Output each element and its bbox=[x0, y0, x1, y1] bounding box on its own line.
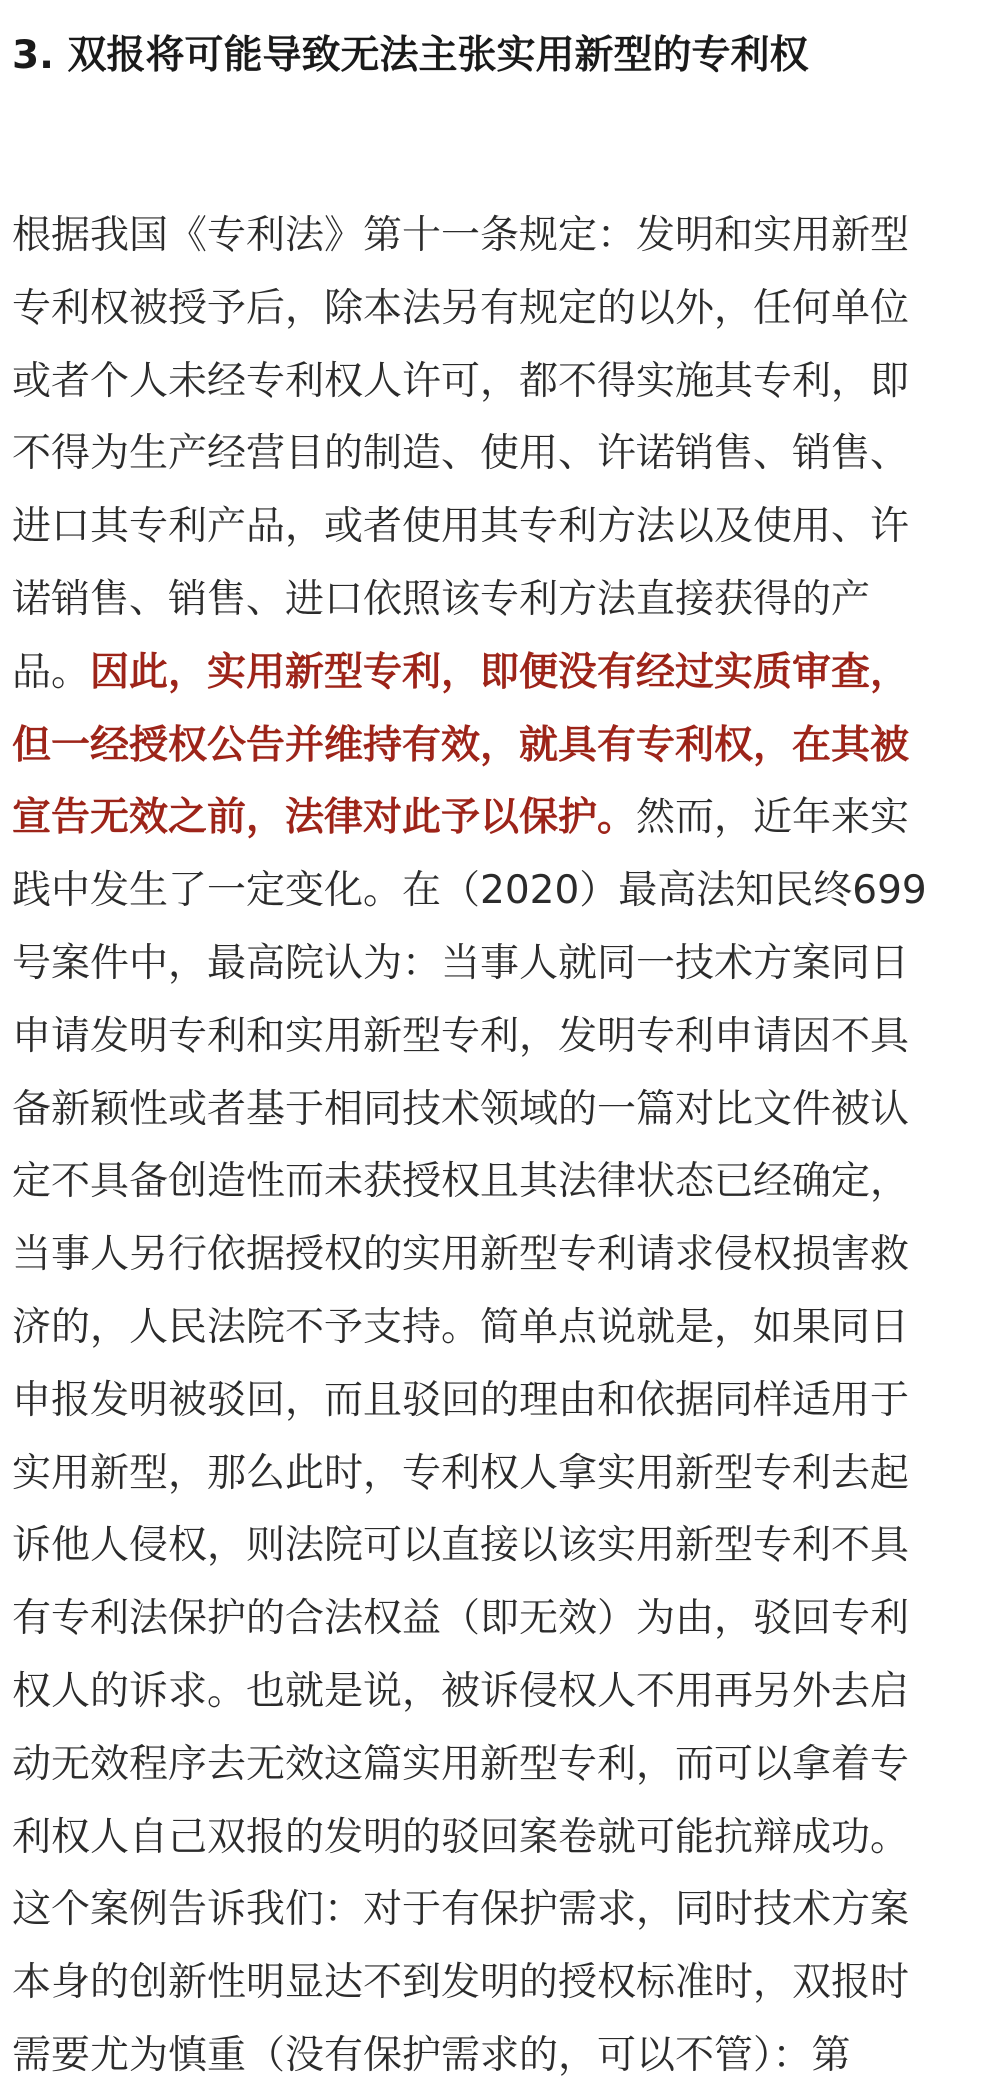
text-segment: 动无效程序去无效这篇实用新型专利，而可以拿着专 bbox=[12, 1741, 910, 1787]
paragraph-line bbox=[12, 1729, 982, 1802]
text-segment: 权人的诉求。也就是说，被诉侵权人不用再另外去启 bbox=[12, 1668, 910, 1714]
text-segment: 当事人另行依据授权的实用新型专利请求侵权损害救 bbox=[12, 1232, 910, 1278]
text-segment: 进口其专利产品，或者使用其专利方法以及使用、许 bbox=[12, 504, 910, 550]
highlighted-text: 宣告无效之前，法律对此予以保护。 bbox=[12, 795, 637, 841]
paragraph-line bbox=[12, 1874, 982, 1947]
text-segment: 备新颖性或者基于相同技术领域的一篇对比文件被认 bbox=[12, 1086, 910, 1132]
text-segment: 有专利法保护的合法权益（即无效）为由，驳回专利 bbox=[12, 1596, 910, 1642]
highlighted-text: 因此，实用新型专利，即便没有经过实质审查， bbox=[90, 649, 910, 695]
text-segment: 申报发明被驳回，而且驳回的理由和依据同样适用于 bbox=[12, 1377, 910, 1423]
highlighted-text: 但一经授权公告并维持有效，就具有专利权，在其被 bbox=[12, 722, 910, 768]
text-segment: 或者个人未经专利权人许可，都不得实施其专利，即 bbox=[12, 358, 910, 404]
paragraph-line bbox=[12, 1510, 982, 1583]
paragraph-line bbox=[12, 1292, 982, 1365]
paragraph-line bbox=[12, 1074, 982, 1147]
text-segment: 利权人自己双报的发明的驳回案卷就可能抗辩成功。 bbox=[12, 1814, 910, 1860]
paragraph-line bbox=[12, 1001, 982, 1074]
text-segment: 专利权被授予后，除本法另有规定的以外，任何单位 bbox=[12, 285, 910, 331]
text-segment: 定不具备创造性而未获授权且其法律状态已经确定， bbox=[12, 1159, 910, 1205]
paragraph-line bbox=[12, 200, 982, 273]
paragraph-line bbox=[12, 1146, 982, 1219]
paragraph-line bbox=[12, 855, 982, 928]
text-segment: 然而，近年来实 bbox=[636, 795, 910, 841]
text-segment: 需要尤为慎重（没有保护需求的，可以不管）：第 bbox=[12, 2032, 851, 2078]
text-segment: 实用新型，那么此时，专利权人拿实用新型专利去起 bbox=[12, 1450, 910, 1496]
text-segment: 号案件中，最高院认为：当事人就同一技术方案同日 bbox=[12, 940, 910, 986]
paragraph-line bbox=[12, 1365, 982, 1438]
paragraph-line bbox=[12, 1219, 982, 1292]
paragraph-line bbox=[12, 1438, 982, 1511]
text-segment: 根据我国《专利法》第十一条规定：发明和实用新型 bbox=[12, 213, 910, 258]
section-heading: 3. 双报将可能导致无法主张实用新型的专利权 bbox=[12, 33, 809, 78]
paragraph-line bbox=[12, 1802, 982, 1875]
paragraph-line bbox=[12, 1656, 982, 1729]
text-segment: 本身的创新性明显达不到发明的授权标准时，双报时 bbox=[12, 1960, 910, 2006]
paragraph-line bbox=[12, 346, 982, 419]
paragraph-line bbox=[12, 710, 982, 783]
text-segment: 品。 bbox=[12, 649, 91, 695]
paragraph-line bbox=[12, 491, 982, 564]
article-body bbox=[12, 0, 982, 2093]
paragraph-line bbox=[12, 1947, 982, 2020]
text-segment: 不得为生产经营目的制造、使用、许诺销售、销售、 bbox=[12, 431, 910, 477]
text-segment: 申请发明专利和实用新型专利，发明专利申请因不具 bbox=[12, 1013, 910, 1059]
paragraph-line bbox=[12, 1583, 982, 1656]
paragraph-line bbox=[12, 564, 982, 637]
text-segment: 践中发生了一定变化。在（2020）最高法知民终699 bbox=[12, 868, 927, 914]
paragraph-line bbox=[12, 2020, 982, 2093]
text-segment: 这个案例告诉我们：对于有保护需求，同时技术方案 bbox=[12, 1887, 910, 1933]
paragraph-line bbox=[12, 273, 982, 346]
text-segment: 诺销售、销售、进口依照该专利方法直接获得的产 bbox=[12, 576, 871, 622]
body-paragraph bbox=[12, 200, 982, 2093]
paragraph-line bbox=[12, 418, 982, 491]
paragraph-line bbox=[12, 782, 982, 855]
paragraph-line bbox=[12, 637, 982, 710]
paragraph-line bbox=[12, 928, 982, 1001]
text-segment: 诉他人侵权，则法院可以直接以该实用新型专利不具 bbox=[12, 1523, 910, 1569]
text-segment: 济的，人民法院不予支持。简单点说就是，如果同日 bbox=[12, 1304, 910, 1350]
